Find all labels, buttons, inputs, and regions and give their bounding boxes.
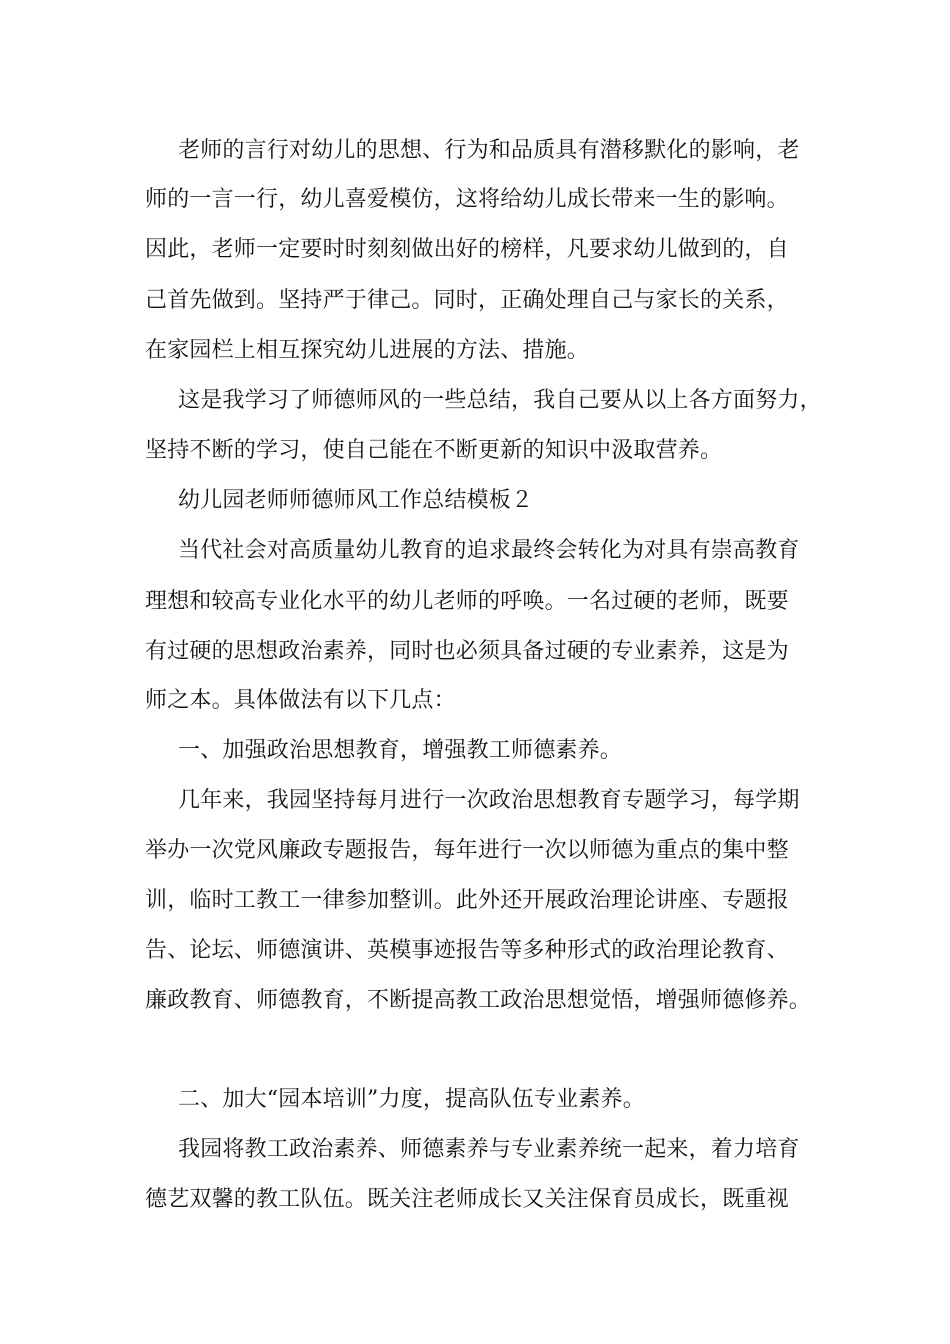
paragraph-line: 德艺双馨的教工队伍。既关注老师成长又关注保育员成长，既重视 [145, 1187, 789, 1212]
paragraph-line: 在家园栏上相互探究幼儿进展的方法、措施。 [145, 338, 590, 363]
paragraph-line: 坚持不断的学习，使自己能在不断更新的知识中汲取营养。 [145, 438, 723, 463]
section-heading: 二、加大“园本培训”力度，提高队伍专业素养。 [178, 1087, 645, 1112]
paragraph-line: 几年来，我园坚持每月进行一次政治思想教育专题学习，每学期 [178, 788, 800, 813]
paragraph-line: 老师的言行对幼儿的思想、行为和品质具有潜移默化的影响，老 [178, 138, 800, 163]
paragraph-line: 这是我学习了师德师风的一些总结，我自己要从以上各方面努力， [178, 388, 822, 413]
paragraph-line: 理想和较高专业化水平的幼儿老师的呼唤。一名过硬的老师，既要 [145, 589, 789, 614]
paragraph-line: 有过硬的思想政治素养，同时也必须具备过硬的专业素养，这是为 [145, 639, 789, 664]
paragraph-line: 师的一言一行，幼儿喜爱模仿，这将给幼儿成长带来一生的影响。 [145, 187, 789, 212]
paragraph-line: 己首先做到。坚持严于律己。同时，正确处理自己与家长的关系， [145, 288, 789, 313]
paragraph-line: 廉政教育、师德教育，不断提高教工政治思想觉悟，增强师德修养。 [145, 988, 812, 1013]
paragraph-line: 我园将教工政治素养、师德素养与专业素养统一起来，着力培育 [178, 1137, 800, 1162]
paragraph-line: 因此，老师一定要时时刻刻做出好的榜样，凡要求幼儿做到的，自 [145, 237, 789, 262]
paragraph-line: 师之本。具体做法有以下几点： [145, 688, 456, 713]
section-title: 幼儿园老师师德师风工作总结模板２ [178, 488, 534, 513]
paragraph-line: 告、论坛、师德演讲、英模事迹报告等多种形式的政治理论教育、 [145, 938, 789, 963]
paragraph-line: 举办一次党风廉政专题报告，每年进行一次以师德为重点的集中整 [145, 838, 789, 863]
section-heading: 一、加强政治思想教育，增强教工师德素养。 [178, 738, 623, 763]
paragraph-line: 训，临时工教工一律参加整训。此外还开展政治理论讲座、专题报 [145, 888, 789, 913]
paragraph-line: 当代社会对高质量幼儿教育的追求最终会转化为对具有崇高教育 [178, 538, 800, 563]
